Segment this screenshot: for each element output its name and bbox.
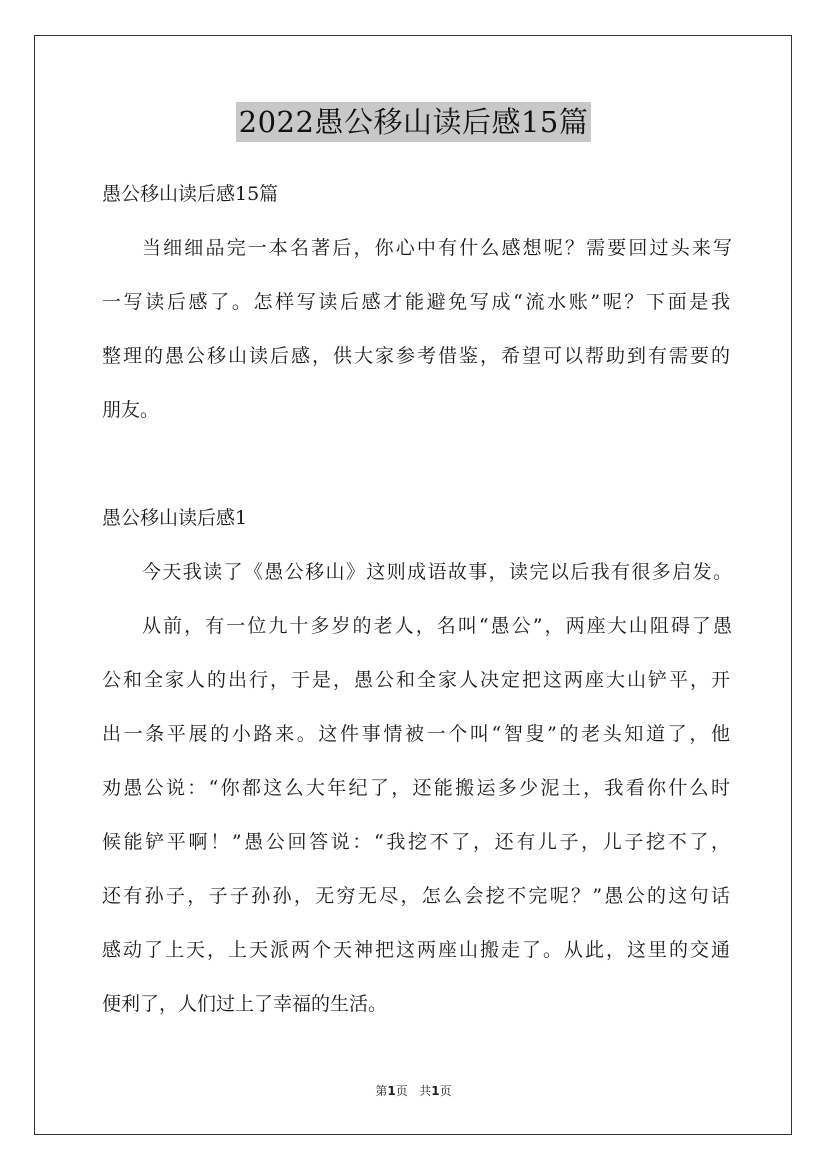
story-line-5: 候能铲平啊！”愚公回答说：“我挖不了，还有儿子，儿子挖不了， (102, 831, 730, 853)
document-title: 2022愚公移山读后感15篇 (236, 102, 592, 142)
story-line-8: 便利了，人们过上了幸福的生活。 (102, 993, 388, 1015)
footer-page-suffix: 页 (395, 1084, 408, 1098)
story-line-7: 感动了上天，上天派两个天神把这两座山搬走了。从此，这里的交通 (102, 939, 730, 961)
story-line-4: 劝愚公说：“你都这么大年纪了，还能搬运多少泥土，我看你什么时 (102, 777, 730, 799)
intro-line-1: 当细细品完一本名著后，你心中有什么感想呢？需要回过头来写 (142, 237, 732, 259)
intro-line-4: 朋友。 (102, 399, 160, 421)
footer-page-total: 1 (431, 1084, 440, 1098)
footer-total-prefix: 共 (419, 1084, 432, 1098)
title-wrapper (0, 102, 827, 142)
story-line-1: 从前，有一位九十多岁的老人，名叫“愚公”，两座大山阻碍了愚 (142, 615, 732, 637)
footer-page-current: 1 (387, 1084, 396, 1098)
document-subtitle: 愚公移山读后感15篇 (102, 183, 279, 205)
intro-line-2: 一写读后感了。怎样写读后感才能避免写成“流水账”呢？下面是我 (102, 291, 730, 313)
section-heading: 愚公移山读后感1 (102, 507, 248, 529)
intro-line-3: 整理的愚公移山读后感，供大家参考借鉴，希望可以帮助到有需要的 (102, 345, 730, 367)
story-line-6: 还有孙子，子子孙孙，无穷无尽，怎么会挖不完呢？”愚公的这句话 (102, 885, 730, 907)
section-para1: 今天我读了《愚公移山》这则成语故事，读完以后我有很多启发。 (142, 561, 732, 583)
footer-page-prefix: 第 (375, 1084, 388, 1098)
page-footer (0, 1083, 827, 1099)
story-line-2: 公和全家人的出行，于是，愚公和全家人决定把这两座大山铲平，开 (102, 669, 730, 691)
footer-total-suffix: 页 (439, 1084, 452, 1098)
story-line-3: 出一条平展的小路来。这件事情被一个叫“智叟”的老头知道了，他 (102, 723, 730, 745)
